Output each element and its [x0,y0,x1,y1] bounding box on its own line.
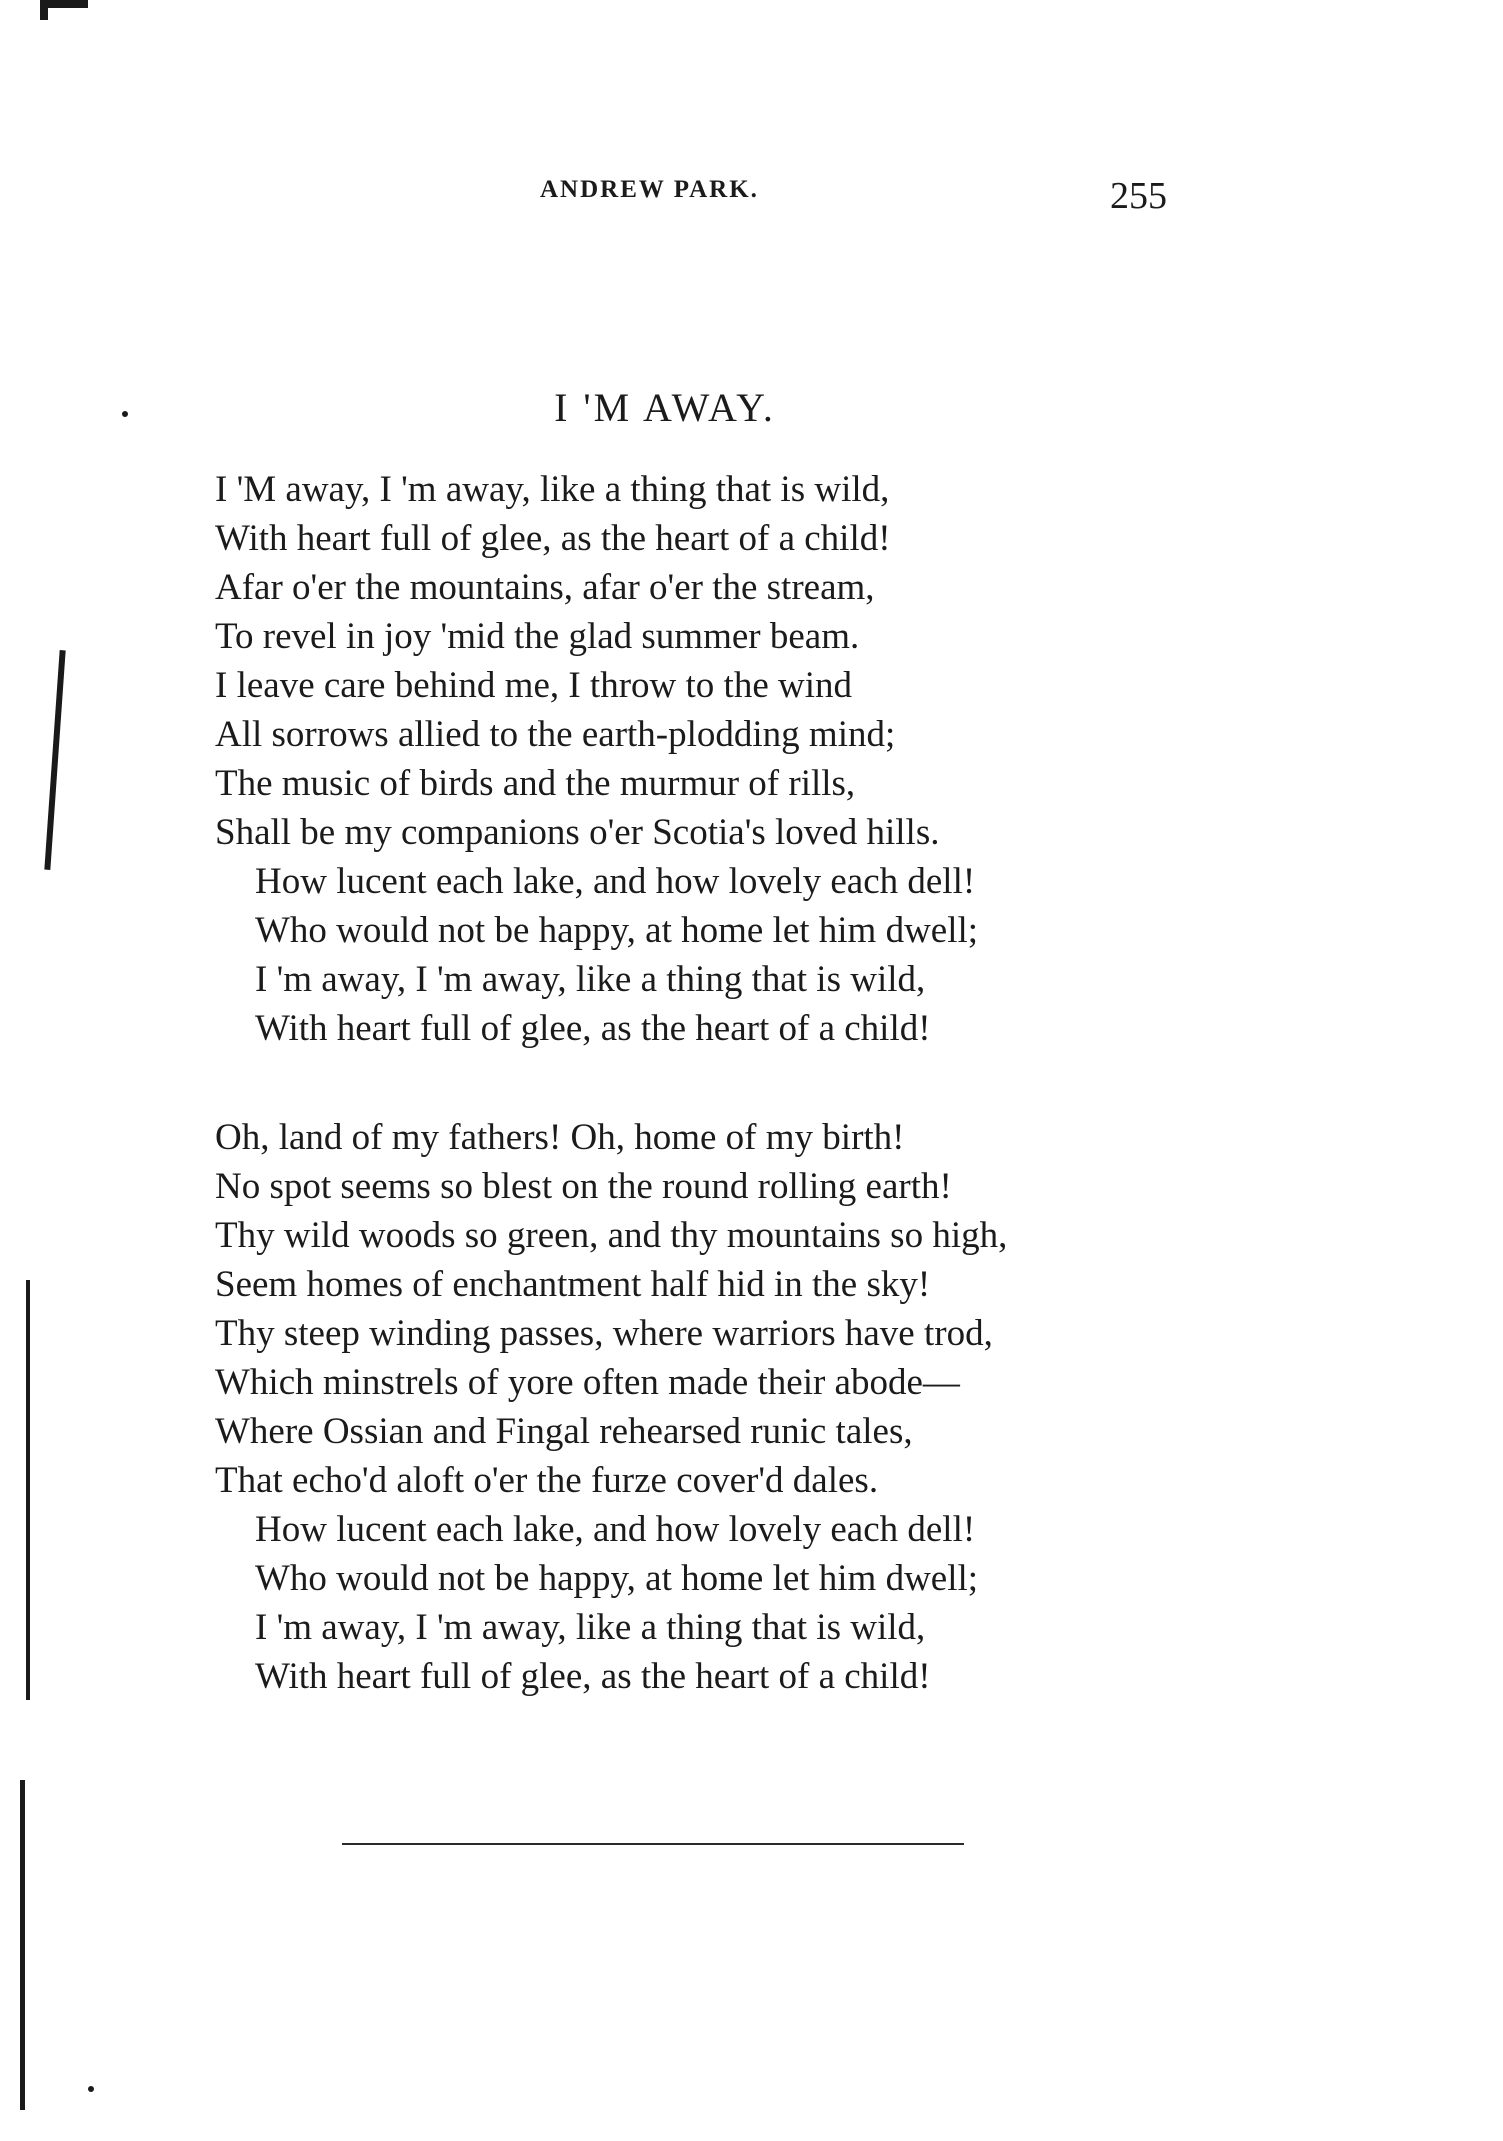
refrain-line: How lucent each lake, and how lovely each dell! [255,861,976,902]
refrain-line: With heart full of glee, as the heart of a child! [255,1656,931,1697]
poem-line: I leave care behind me, I throw to the wind [215,665,852,706]
scan-edge-line [20,1780,25,2110]
poem-line [215,465,889,514]
page-number: 255 [1110,175,1167,217]
refrain-line: I 'm away, I 'm away, like a thing that is wild, [255,1607,926,1648]
poem-line: To revel in joy 'mid the glad summer beam. [215,616,860,657]
scan-edge-line [44,650,65,870]
poem-line: Where Ossian and Fingal rehearsed runic tales, [215,1411,913,1452]
refrain-line: With heart full of glee, as the heart of a child! [255,1008,931,1049]
small-caps-opening: I 'M [215,469,277,510]
poem-line: Which minstrels of yore often made their abode— [215,1362,960,1403]
refrain-line: I 'm away, I 'm away, like a thing that is wild, [255,959,926,1000]
poem-line: That echo'd aloft o'er the furze cover'd dales. [215,1460,879,1501]
refrain-line: How lucent each lake, and how lovely each dell! [255,1509,976,1550]
closing-rule [342,1843,964,1845]
poem-line: Seem homes of enchantment half hid in the sky! [215,1264,931,1305]
scan-edge-line [26,1280,30,1700]
poem-line: Afar o'er the mountains, afar o'er the stream, [215,567,875,608]
poem-line-text: away, I 'm away, like a thing that is wild, [276,469,890,510]
poem-line: All sorrows allied to the earth-plodding mind; [215,714,896,755]
poem-line: With heart full of glee, as the heart of a child! [215,518,891,559]
running-head: ANDREW PARK. [540,176,759,203]
poem-line: Oh, land of my fathers! Oh, home of my birth! [215,1117,905,1158]
refrain-line: Who would not be happy, at home let him dwell; [255,1558,979,1599]
poem-line: No spot seems so blest on the round rolling earth! [215,1166,952,1207]
scan-corner-mark [40,0,48,20]
poem-title: I 'M AWAY. [554,385,776,430]
poem-line: Shall be my companions o'er Scotia's loved hills. [215,812,940,853]
poem-line: Thy steep winding passes, where warriors have trod, [215,1313,993,1354]
poem-line: Thy wild woods so green, and thy mountains so high, [215,1215,1008,1256]
refrain-line: Who would not be happy, at home let him dwell; [255,910,979,951]
scan-dot [88,2086,94,2092]
poem-line: The music of birds and the murmur of rills, [215,763,856,804]
